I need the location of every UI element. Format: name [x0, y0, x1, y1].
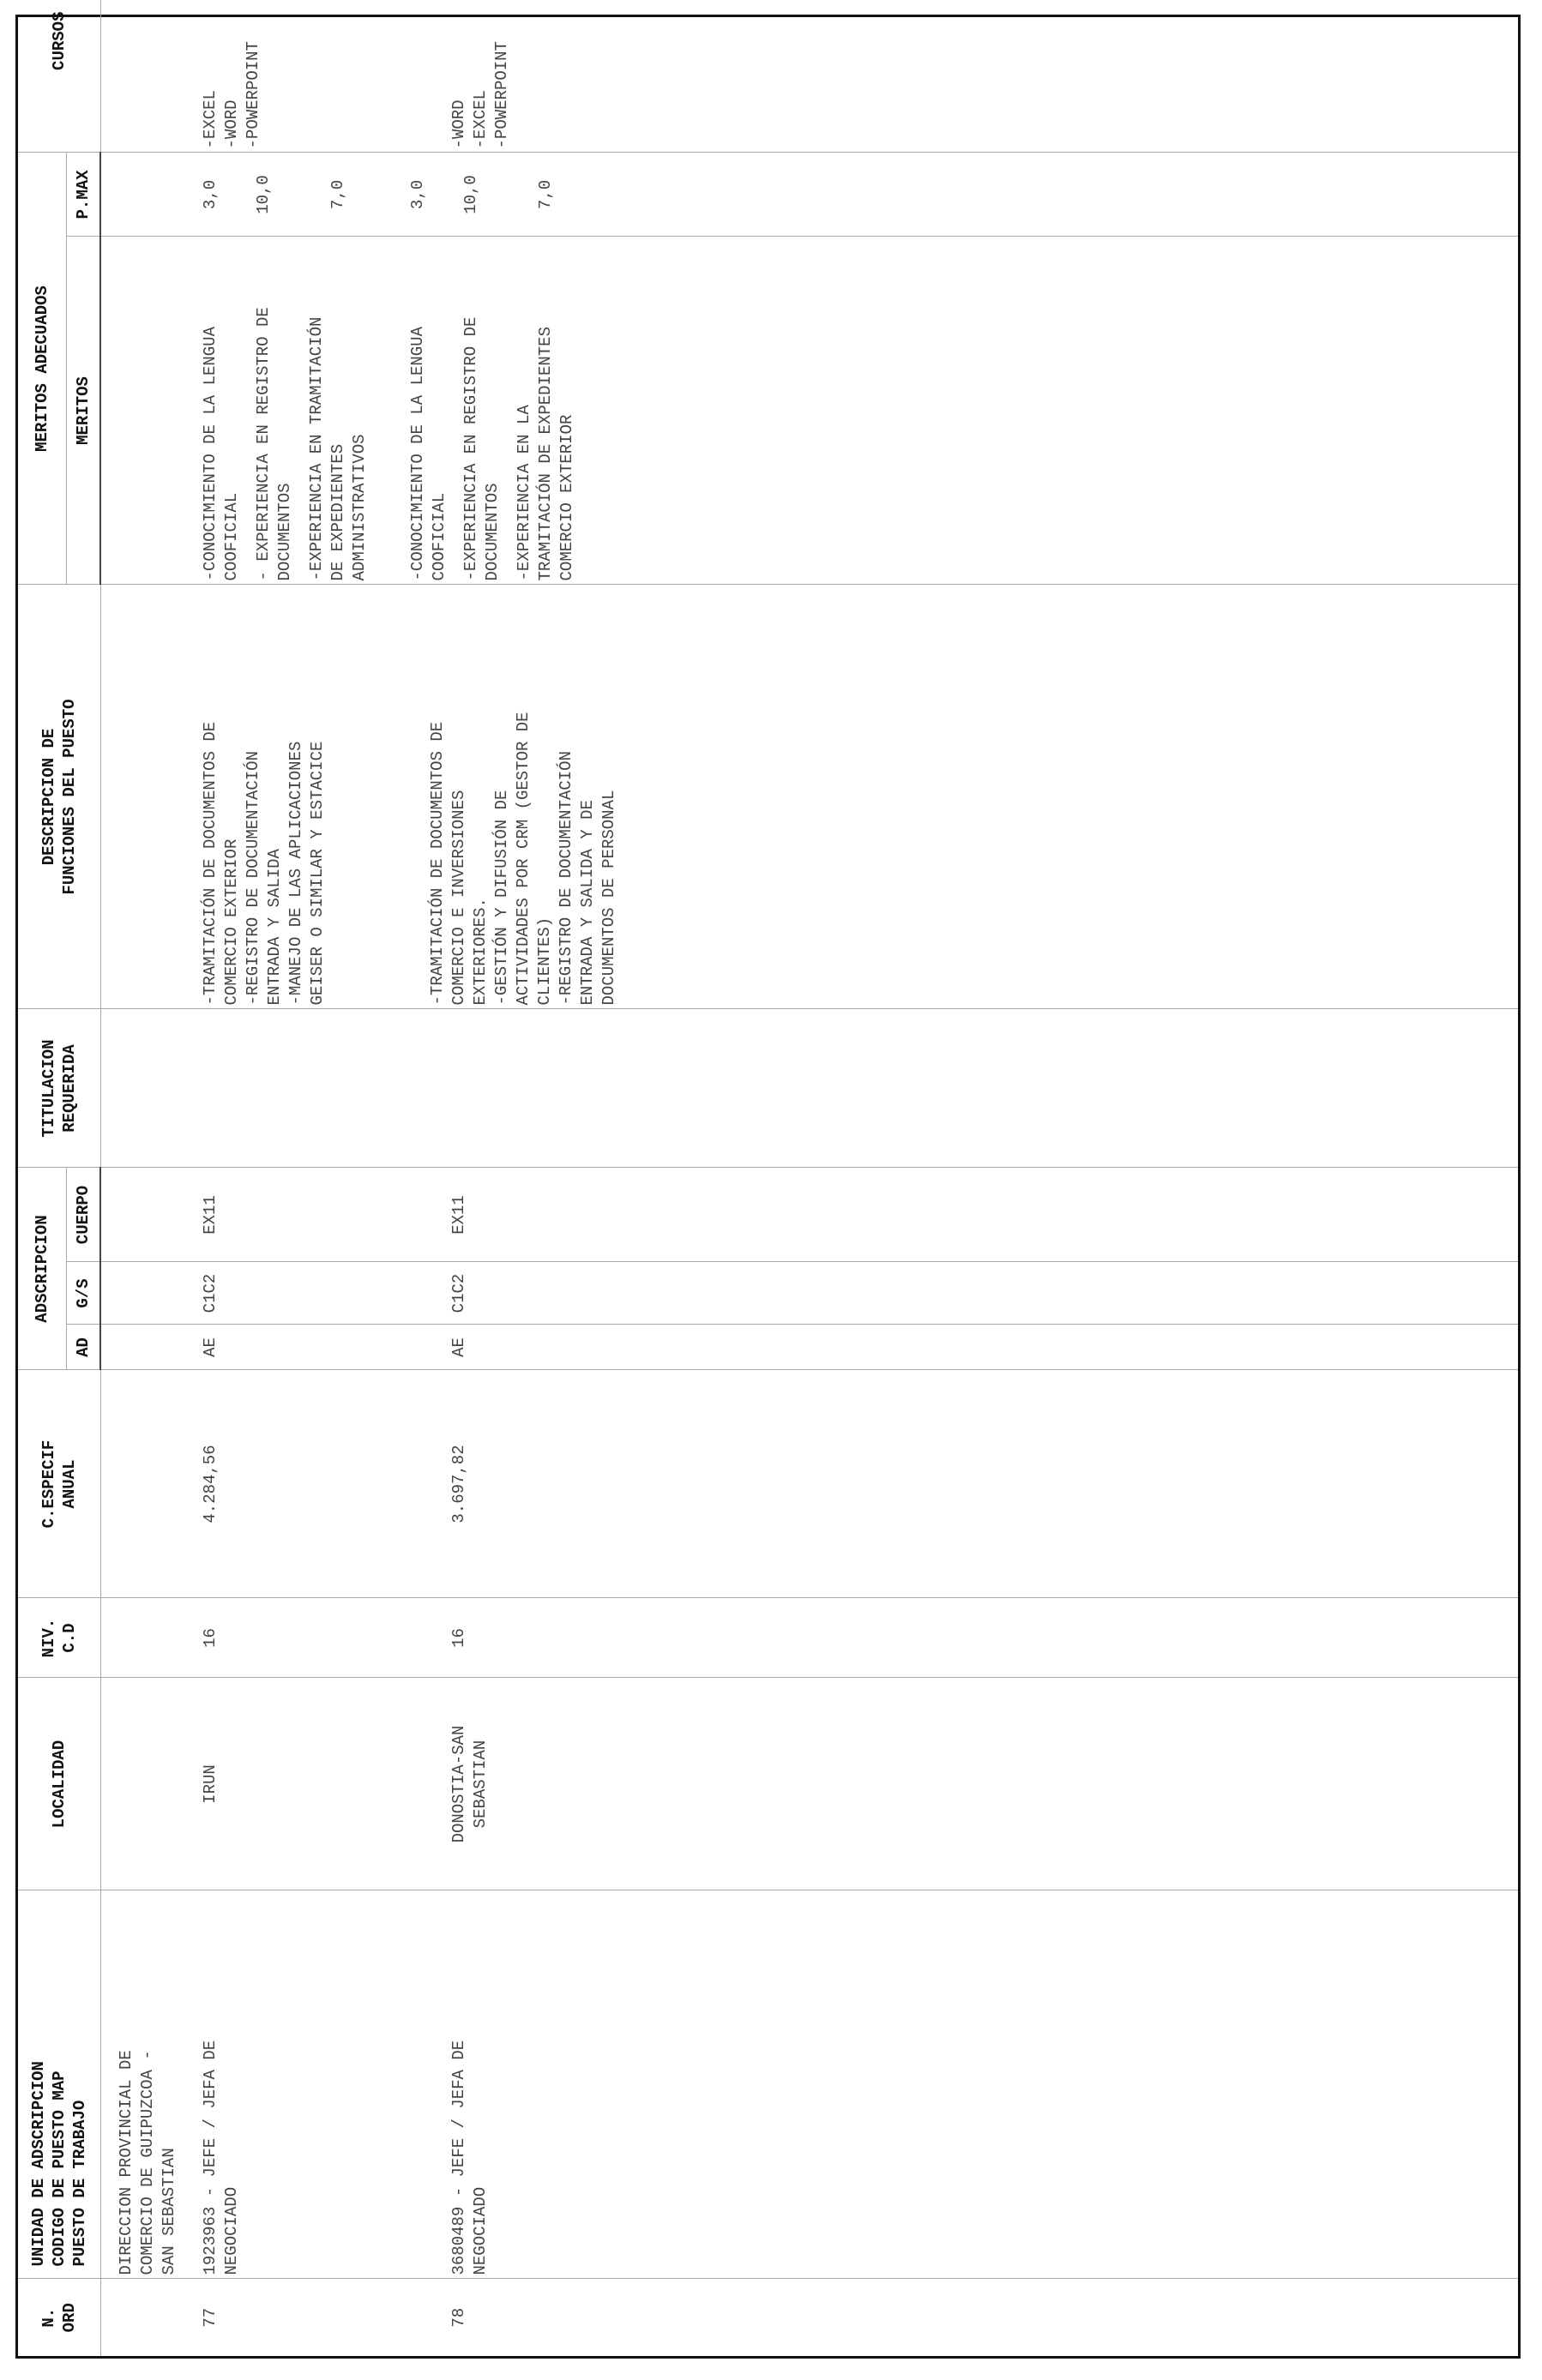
row-78-localidad: DONOSTIA-SAN SEBASTIAN — [449, 1725, 490, 1843]
header-n-ord: N. ORD — [18, 2279, 100, 2356]
row-78-pmax-2: 10,0 — [461, 175, 480, 214]
header-nivel: NIV. C.D — [18, 1598, 100, 1678]
titulacion-column — [100, 1009, 1518, 1168]
row-77-ad: AE — [201, 1337, 220, 1357]
meritos-column — [100, 237, 1518, 585]
row-78-gs: C1C2 — [449, 1273, 468, 1313]
p-max-column — [100, 153, 1518, 237]
cursos-column — [100, 0, 1518, 153]
unit-name: DIRECCION PROVINCIAL DE COMERCIO DE GUIPUZCOA - SAN SEBASTIAN — [116, 2050, 178, 2275]
header-cuerpo: CUERPO — [66, 1168, 100, 1262]
descripcion-column — [100, 585, 1518, 1009]
header-gs: G/S — [66, 1262, 100, 1325]
row-77-pmax-1: 3,0 — [201, 179, 220, 210]
document-frame — [15, 11, 1521, 2359]
header-descripcion: DESCRIPCION DE FUNCIONES DEL PUESTO — [18, 585, 100, 1009]
gs-column — [100, 1262, 1518, 1325]
row-78-descripcion: -TRAMITACIÓN DE DOCUMENTOS DE COMERCIO E INVERSIONES EXTERIORES. -GESTIÓN Y DIFUSIÓN DE ACTIVIDADES POR CRM (GESTOR DE CLIENTES) -REGISTRO DE DOCUMENTACIÓN ENTRADA Y SALIDA Y DE DOCUMENTOS DE PERSONAL — [427, 712, 618, 1006]
cuerpo-column — [100, 1168, 1518, 1262]
unidad-column — [100, 1890, 1518, 2279]
row-77-pmax-2: 10,0 — [254, 175, 273, 214]
row-78-puesto: 3680489 - JEFE / JEFA DE NEGOCIADO — [449, 2040, 490, 2275]
header-cursos: CURSOS — [18, 0, 100, 153]
header-c-especif: C.ESPECIF ANUAL — [18, 1370, 100, 1598]
c-especif-column — [100, 1370, 1518, 1598]
row-77-merito-1: -CONOCIMIENTO DE LA LENGUA COOFICIAL — [201, 327, 241, 581]
job-positions-table — [18, 0, 1518, 2356]
header-p-max: P.MAX — [66, 153, 100, 237]
header-localidad: LOCALIDAD — [18, 1678, 100, 1890]
row-78-c-especif: 3.697,82 — [449, 1445, 468, 1524]
row-78-cuerpo: EX11 — [449, 1195, 468, 1235]
row-77-localidad: IRUN — [200, 1764, 220, 1804]
row-77-descripcion: -TRAMITACIÓN DE DOCUMENTOS DE COMERCIO EXTERIOR -REGISTRO DE DOCUMENTACIÓN ENTRADA Y SALIDA -MANEJO DE LAS APLICACIONES GEISER O SIMILAR Y ESTACICE — [200, 721, 327, 1006]
row-77-merito-2: - EXPERIENCIA EN REGISTRO DE DOCUMENTOS — [254, 307, 294, 581]
row-77-gs: C1C2 — [201, 1273, 220, 1313]
header-ad: AD — [66, 1325, 100, 1370]
header-titulacion: TITULACION REQUERIDA — [18, 1009, 100, 1168]
n-ord-column — [100, 2279, 1518, 2356]
header-meritos-adecuados: MERITOS ADECUADOS — [18, 153, 66, 585]
row-77-merito-3: -EXPERIENCIA EN TRAMITACIÓN DE EXPEDIENTES ADMINISTRATIVOS — [307, 316, 369, 581]
row-77-cursos: -EXCEL -WORD -POWERPOINT — [200, 41, 262, 149]
header-meritos: MERITOS — [66, 237, 100, 585]
row-77-c-especif: 4.284,56 — [200, 1445, 220, 1524]
localidad-column — [100, 1678, 1518, 1890]
row-78-n-ord: 78 — [449, 2307, 468, 2328]
row-78-merito-3: -EXPERIENCIA EN LA TRAMITACIÓN DE EXPEDIENTES COMERCIO EXTERIOR — [515, 327, 576, 581]
row-78-merito-1: -CONOCIMIENTO DE LA LENGUA COOFICIAL — [408, 327, 449, 581]
row-77-cuerpo: EX11 — [201, 1195, 220, 1235]
row-77-pmax-3: 7,0 — [328, 179, 347, 210]
row-77-n-ord: 77 — [200, 2307, 220, 2328]
table-body-row — [100, 0, 1518, 2356]
header-adscripcion: ADSCRIPCION — [18, 1168, 66, 1370]
row-78-cursos: -WORD -EXCEL -POWERPOINT — [449, 41, 511, 149]
nivel-column — [100, 1598, 1518, 1678]
header-unidad: UNIDAD DE ADSCRIPCION CODIGO DE PUESTO MAP PUESTO DE TRABAJO — [18, 1890, 100, 2279]
row-78-nivel: 16 — [449, 1628, 468, 1648]
row-78-pmax-1: 3,0 — [408, 179, 427, 210]
row-77-puesto: 1923963 - JEFE / JEFA DE NEGOCIADO — [200, 2040, 241, 2275]
row-77-nivel: 16 — [200, 1628, 220, 1648]
ad-column — [100, 1325, 1518, 1370]
row-78-ad: AE — [449, 1337, 468, 1357]
row-78-merito-2: -EXPERIENCIA EN REGISTRO DE DOCUMENTOS — [461, 316, 502, 581]
row-78-pmax-3: 7,0 — [536, 179, 555, 210]
